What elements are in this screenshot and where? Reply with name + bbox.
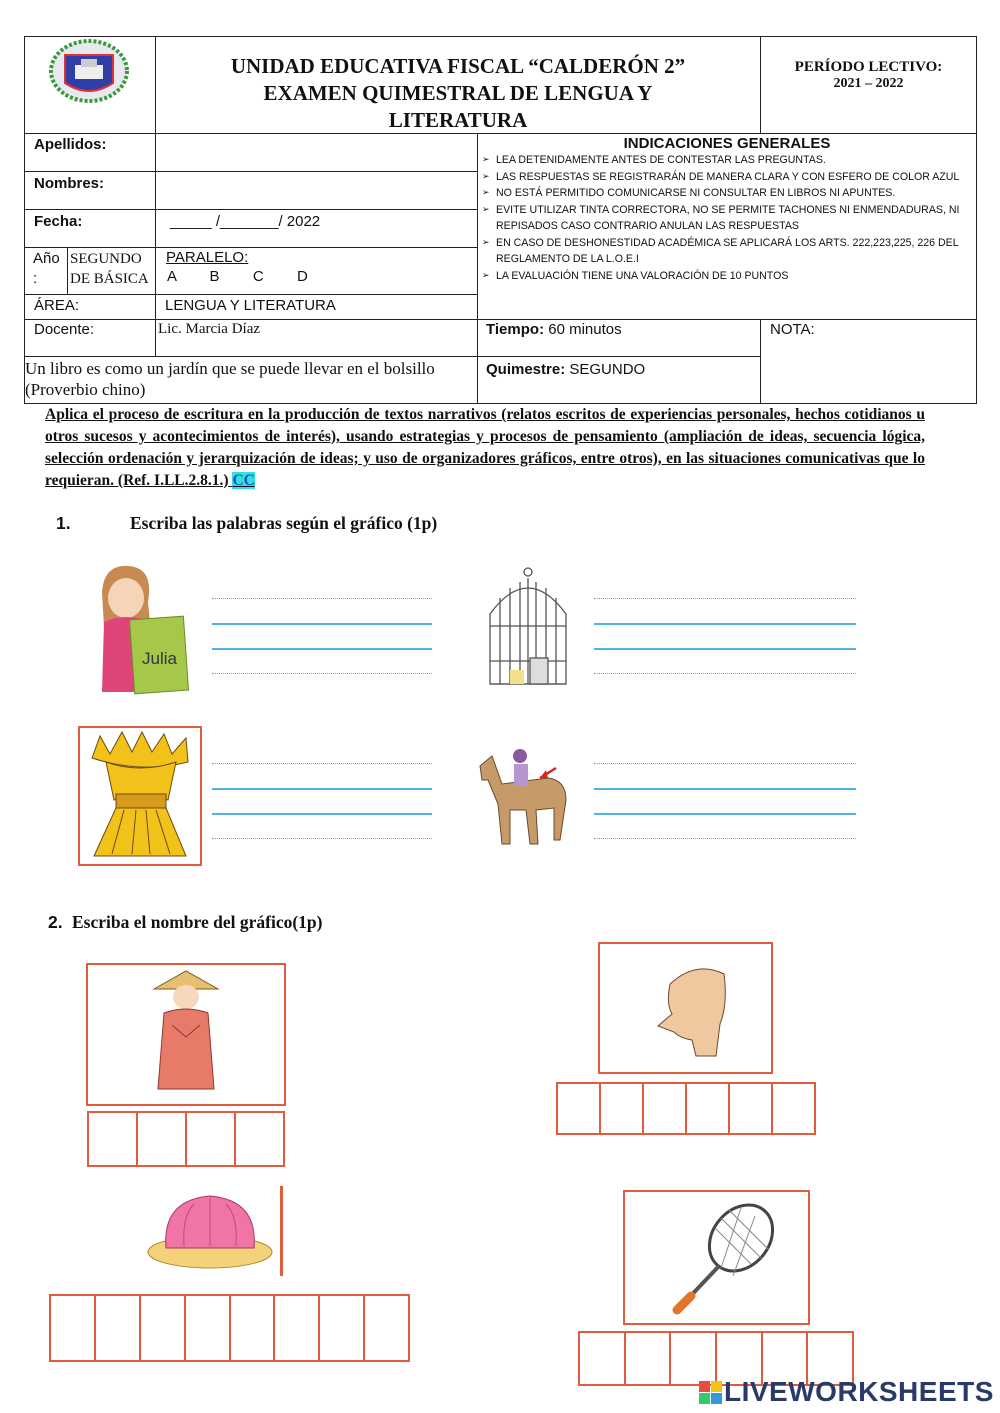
indicaciones-box [477, 133, 977, 320]
liveworksheets-watermark: LIVEWORKSHEETS [724, 1376, 994, 1407]
indicaciones-list [478, 152, 976, 284]
racket-image [623, 1190, 810, 1325]
fecha-field[interactable] [155, 209, 478, 248]
q2-text: Escriba el nombre del gráfico(1p) [72, 912, 323, 932]
q2-letter-boxes-2[interactable] [556, 1082, 816, 1135]
indicacion-item: ➢ LEA DETENIDAMENTE ANTES DE CONTESTAR LAS PREGUNTAS. [482, 152, 970, 169]
label-nombres: Nombres: [34, 175, 105, 192]
logo-cell [24, 36, 156, 134]
cage-image [480, 566, 576, 696]
nota-label: NOTA: [770, 321, 815, 338]
tiempo-label: Tiempo: [486, 321, 545, 338]
label-area: ÁREA: [34, 297, 80, 314]
girl-image [84, 562, 194, 698]
area-value: LENGUA Y LITERATURA [165, 297, 336, 314]
paralelo-options[interactable]: A B C D [167, 268, 308, 285]
q1-answer-lines-1[interactable] [212, 598, 432, 676]
label-docente: Docente: [34, 321, 95, 338]
objective-text: Aplica el proceso de escritura en la producción de textos narrativos (relatos escritos de experiencias personales, hechos cotidianos u otros sucesos y acontecimientos de interés), usando estrategias y procesos de pensamiento (ampliación de ideas, secuencia lógica, selección ordenación y jerarquización de ideas; y uso de organizadores gráficos, entre otros), en las situaciones comunicativas que lo requieran. (Ref. I.LL.2.8.1.) CC [45, 406, 925, 489]
quimestre-value: SEGUNDO [569, 361, 646, 378]
period-value: 2021 – 2022 [833, 76, 904, 91]
objective-tag: CC [232, 472, 255, 489]
fecha-value: _____ /_______/ 2022 [170, 213, 321, 230]
orange-divider [280, 1186, 283, 1276]
label-paralelo: PARALELO: [166, 249, 249, 266]
indicacion-item: ➢ NO ESTÁ PERMITIDO COMUNICARSE NI CONSULTAR EN LIBROS NI APUNTES. [482, 185, 970, 202]
proverb-quote: Un libro es como un jardín que se puede llevar en el bolsillo (Proverbio chino) [25, 359, 435, 399]
chinese-person-image [86, 963, 286, 1106]
indicaciones-title: INDICACIONES GENERALES [623, 135, 831, 152]
card-label: Julia [142, 649, 177, 668]
q2-letter-boxes-1[interactable] [87, 1111, 285, 1167]
indicacion-item: ➢ EVITE UTILIZAR TINTA CORRECTORA, NO SE PERMITE TACHONES NI ENMENDADURAS, NI REPISADOS CASO CONTRARIO ANULAN LAS RESPUESTAS [482, 202, 970, 235]
gelatin-image [144, 1186, 276, 1270]
exam-title-2: LITERATURA [388, 108, 528, 132]
exam-title: EXAMEN QUIMESTRAL DE LENGUA Y [263, 81, 653, 105]
school-name: UNIDAD EDUCATIVA FISCAL “CALDERÓN 2” [230, 54, 686, 78]
school-logo [25, 37, 155, 133]
nombres-field[interactable] [155, 171, 478, 210]
tiempo-value: 60 minutos [548, 321, 622, 338]
liveworksheets-logo [698, 1378, 724, 1413]
q2-number: 2. [48, 912, 63, 932]
q1-number: 1. [56, 513, 71, 533]
horse-rider-image [474, 744, 578, 848]
anio-value: SEGUNDO DE BÁSICA [70, 251, 149, 287]
nose-image [598, 942, 773, 1074]
period-label: PERÍODO LECTIVO: [794, 59, 943, 75]
indicacion-item: ➢ LA EVALUACIÓN TIENE UNA VALORACIÓN DE 10 PUNTOS [482, 268, 970, 285]
indicacion-item: ➢ EN CASO DE DESHONESTIDAD ACADÉMICA SE APLICARÁ LOS ARTS. 222,223,225, 226 DEL REGLAMENTO DE LA L.O.E.I [482, 235, 970, 268]
apellidos-field[interactable] [155, 133, 478, 172]
q1-answer-lines-4[interactable] [594, 763, 856, 841]
title-cell [155, 36, 761, 134]
q1-answer-lines-2[interactable] [594, 598, 856, 676]
q1-answer-lines-3[interactable] [212, 763, 432, 841]
label-fecha: Fecha: [34, 213, 83, 230]
q1-text: Escriba las palabras según el gráfico (1p) [130, 513, 438, 533]
indicacion-item: ➢ LAS RESPUESTAS SE REGISTRARÁN DE MANERA CLARA Y CON ESFERO DE COLOR AZUL [482, 169, 970, 186]
label-anio: Año : [33, 250, 60, 287]
label-apellidos: Apellidos: [34, 136, 107, 153]
wheat-image [78, 726, 202, 866]
docente-value: Lic. Marcia Díaz [158, 321, 261, 337]
period-cell [760, 36, 977, 134]
q2-letter-boxes-3[interactable] [49, 1294, 410, 1362]
quimestre-label: Quimestre: [486, 361, 566, 378]
